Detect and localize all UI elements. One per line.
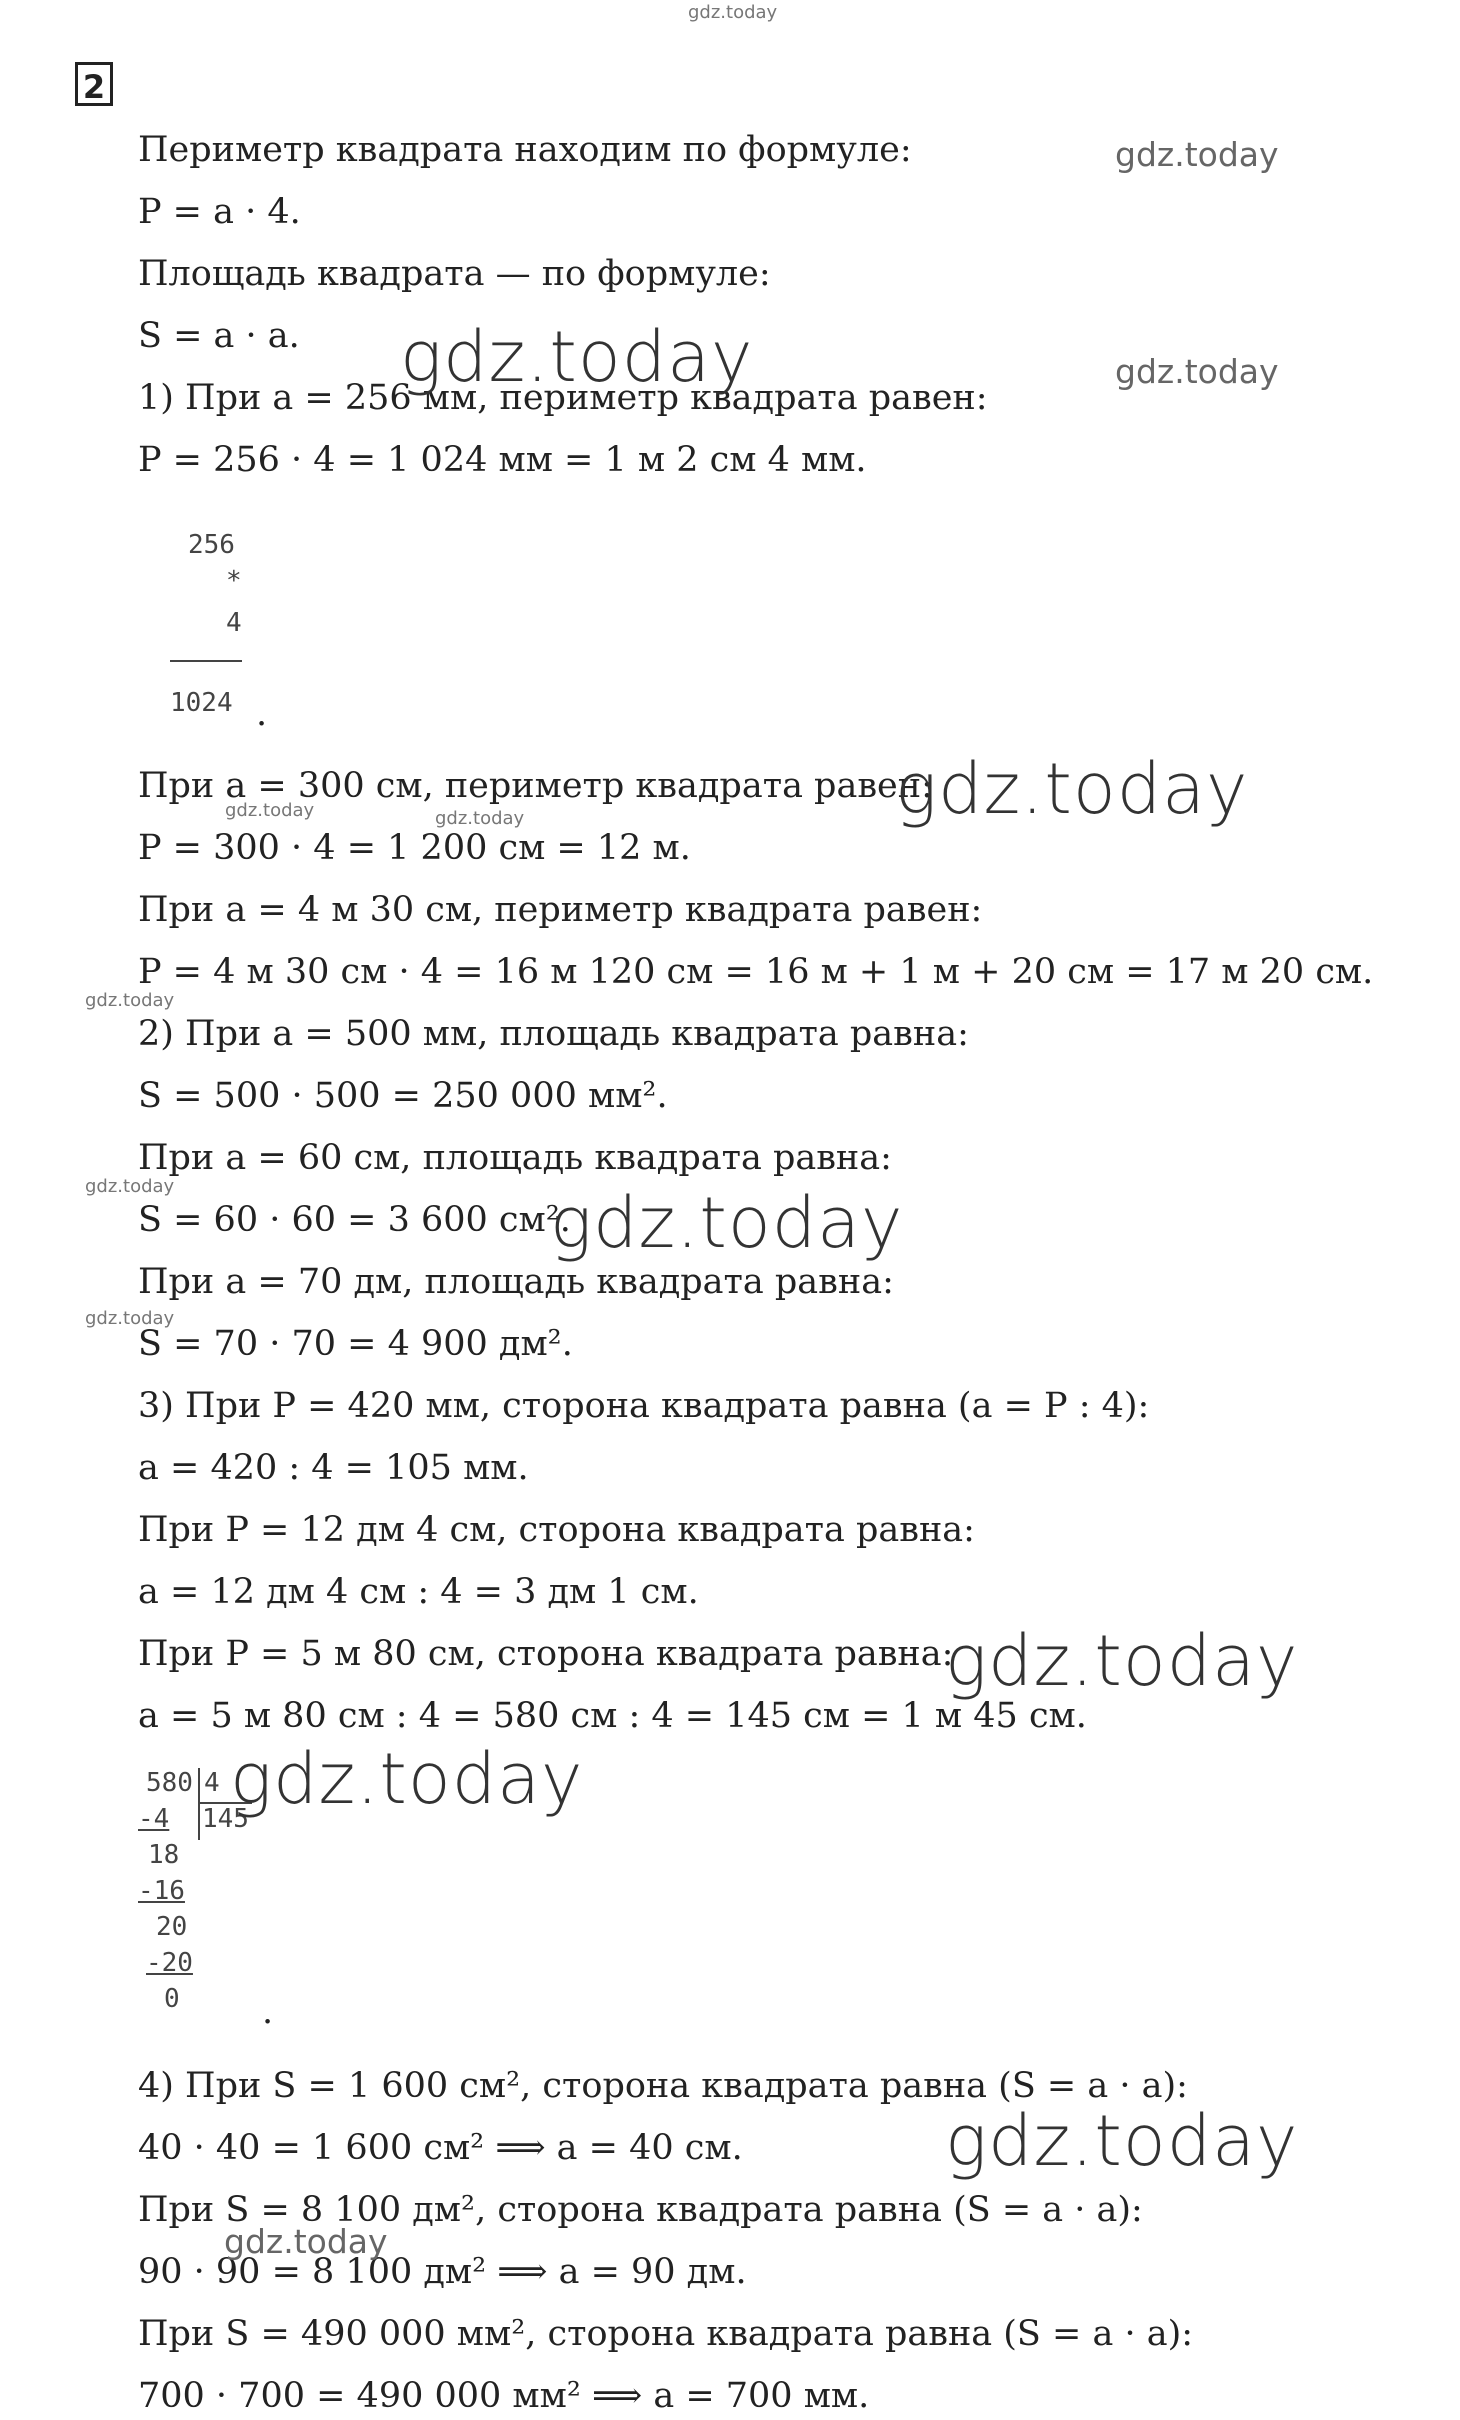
watermark: gdz.today [550,1182,904,1264]
mult-result: 1024 [170,688,233,718]
text-line: Площадь квадрата — по формуле: [138,254,771,294]
formula-line: P = a · 4. [138,192,301,232]
watermark: gdz.today [400,316,754,398]
div-step: -4 [138,1804,170,1834]
watermark: gdz.today [230,1738,584,1820]
text-line: При S = 8 100 дм², сторона квадрата равна (S = a · a): [138,2190,1143,2230]
watermark: gdz.today [945,2100,1299,2182]
watermark: gdz.today [224,2222,388,2261]
div-step: 0 [164,1984,180,2014]
watermark: gdz.today [1115,135,1279,174]
formula-line: S = 60 · 60 = 3 600 см². [138,1200,571,1240]
watermark-top: gdz.today [688,2,778,23]
text-line: 4) При S = 1 600 см², сторона квадрата равна (S = a · a): [138,2066,1188,2106]
watermark: gdz.today [85,1308,175,1329]
formula-line: 90 · 90 = 8 100 дм² ⟹ a = 90 дм. [138,2252,747,2292]
mult-sign: * [226,566,242,596]
div-step: 20 [156,1912,188,1942]
mult-factor: 4 [226,608,242,638]
formula-line: P = 256 · 4 = 1 024 мм = 1 м 2 см 4 мм. [138,440,867,480]
formula-line: 700 · 700 = 490 000 мм² ⟹ a = 700 мм. [138,2376,870,2416]
text-line: 2) При a = 500 мм, площадь квадрата равна: [138,1014,969,1054]
div-quotient: 145 [202,1804,249,1834]
mult-top: 256 [188,530,235,560]
formula-line: S = 500 · 500 = 250 000 мм². [138,1076,668,1116]
formula-line: a = 12 дм 4 см : 4 = 3 дм 1 см. [138,1572,699,1612]
mult-rule [170,660,242,662]
div-step: 18 [148,1840,180,1870]
div-dividend: 580 [146,1768,193,1798]
watermark: gdz.today [225,800,315,821]
watermark: gdz.today [1115,352,1279,391]
text-line: При P = 12 дм 4 см, сторона квадрата равна: [138,1510,975,1550]
div-step: -20 [146,1948,193,1978]
text-line: Периметр квадрата находим по формуле: [138,130,912,170]
watermark: gdz.today [85,1176,175,1197]
watermark: gdz.today [945,1620,1299,1702]
formula-line: a = 5 м 80 см : 4 = 580 см : 4 = 145 см = 1 м 45 см. [138,1696,1087,1736]
watermark: gdz.today [85,990,175,1011]
text-line: 3) При P = 420 мм, сторона квадрата равна (a = P : 4): [138,1386,1150,1426]
div-vertical-rule [198,1768,200,1840]
text-line: При a = 60 см, площадь квадрата равна: [138,1138,892,1178]
watermark: gdz.today [895,748,1249,830]
text-line: При P = 5 м 80 см, сторона квадрата равна: [138,1634,954,1674]
formula-line: P = 300 · 4 = 1 200 см = 12 м. [138,828,691,868]
task-number: 2 [75,62,113,106]
div-dot: . [262,1992,274,2032]
formula-line: S = a · a. [138,316,300,356]
mult-dot: . [256,694,268,734]
text-line: При a = 70 дм, площадь квадрата равна: [138,1262,894,1302]
formula-line: a = 420 : 4 = 105 мм. [138,1448,529,1488]
text-line: При S = 490 000 мм², сторона квадрата равна (S = a · a): [138,2314,1194,2354]
div-divisor: 4 [204,1768,220,1798]
text-line: При a = 300 см, периметр квадрата равен: [138,766,933,806]
div-step: -16 [138,1876,185,1906]
formula-line: S = 70 · 70 = 4 900 дм². [138,1324,573,1364]
formula-line: 40 · 40 = 1 600 см² ⟹ a = 40 см. [138,2128,743,2168]
text-line: 1) При a = 256 мм, периметр квадрата равен: [138,378,988,418]
text-line: При a = 4 м 30 см, периметр квадрата равен: [138,890,983,930]
formula-line: P = 4 м 30 см · 4 = 16 м 120 см = 16 м + 1 м + 20 см = 17 м 20 см. [138,952,1374,992]
watermark: gdz.today [435,808,525,829]
